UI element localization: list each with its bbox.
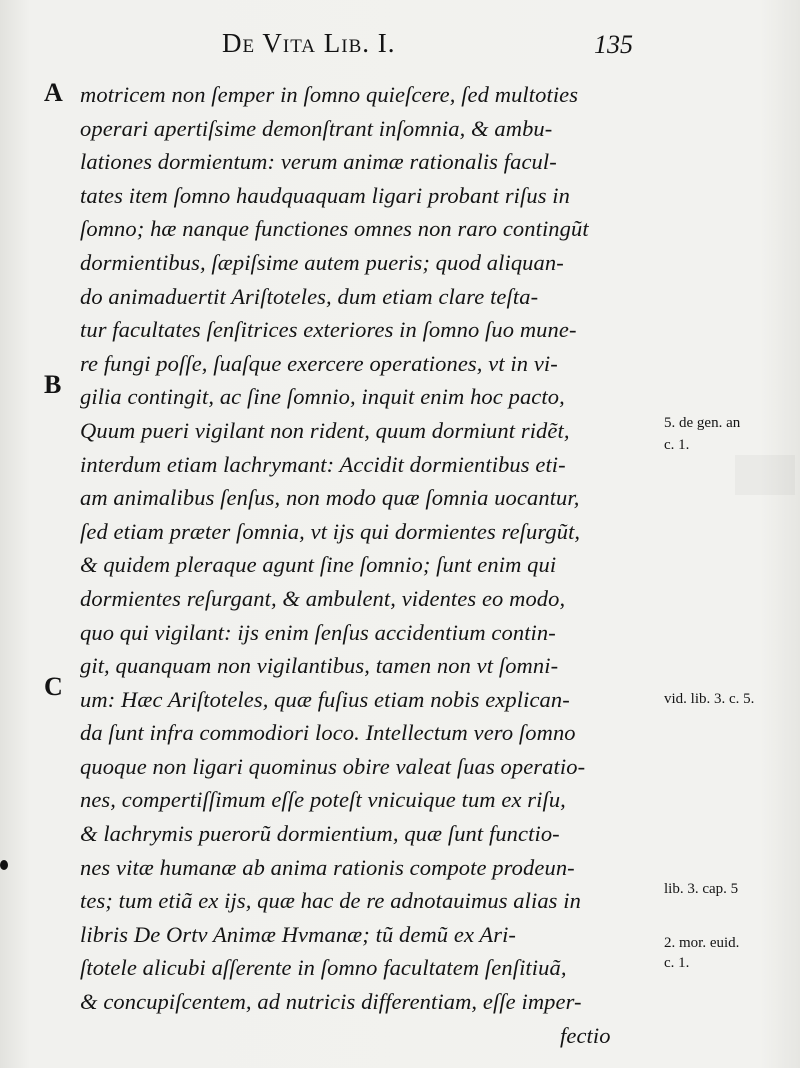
text-line: tur facultates ſenſitrices exteriores in ſomno ſuo mune- — [80, 317, 577, 343]
margin-note: 2. mor. euid. — [664, 935, 740, 951]
section-marker-c: C — [44, 672, 63, 701]
text-line: quoque non ligari quominus obire valeat ſuas operatio- — [80, 753, 586, 779]
running-head: De Vita Lib. I. — [222, 28, 396, 58]
text-line: am animalibus ſenſus, non modo quæ ſomnia uocantur, — [80, 485, 580, 511]
text-line: & quidem pleraque agunt ſine ſomnio; ſunt enim qui — [80, 552, 557, 578]
text-line: re fungi poſſe, ſuaſque exercere operationes, vt in vi- — [80, 350, 558, 376]
page-header — [0, 28, 800, 62]
text-line: tes; tum etiã ex ijs, quæ hac de re adnotauimus alias in — [80, 888, 581, 914]
ink-spot — [0, 860, 8, 870]
text-line: git, quanquam non vigilantibus, tamen non vt ſomni- — [80, 653, 559, 679]
text-line: dormientes reſurgant, & ambulent, videntes eo modo, — [80, 585, 566, 611]
text-line: do animaduertit Ariſtoteles, dum etiam clare teſta- — [80, 283, 539, 309]
text-line: ſed etiam præter ſomnia, vt ijs qui dormientes reſurgũt, — [80, 518, 581, 544]
section-marker-b: B — [44, 370, 62, 399]
text-line: libris De Ortv Animæ Hvmanæ; tũ demũ ex Ari- — [80, 921, 517, 947]
body-text — [80, 78, 660, 1052]
text-line: ſomno; hæ nanque functiones omnes non raro contingũt — [80, 216, 589, 242]
text-line: da ſunt infra commodiori loco. Intellectum vero ſomno — [80, 720, 576, 746]
margin-note: c. 1. — [664, 955, 690, 971]
catchword: fectio — [560, 1022, 611, 1048]
text-line: tates item ſomno haudquaquam ligari probant riſus in — [80, 182, 571, 208]
text-line: interdum etiam lachrymant: Accidit dormientibus eti- — [80, 451, 566, 477]
margin-note: c. 1. — [664, 437, 690, 453]
text-line: nes vitæ humanæ ab anima rationis compote prodeun- — [80, 854, 575, 880]
text-line: ſtotele alicubi aſſerente in ſomno facultatem ſenſitiuã, — [80, 955, 567, 981]
margin-note: lib. 3. cap. 5 — [664, 881, 739, 897]
margin-note: 5. de gen. an — [664, 415, 741, 431]
page-number: 135 — [594, 30, 633, 59]
text-line: dormientibus, ſæpiſsime autem pueris; quod aliquan- — [80, 249, 564, 275]
text-line: um: Hæc Ariſtoteles, quæ fuſius etiam nobis explican- — [80, 686, 570, 712]
text-line: nes, compertiſſimum eſſe poteſt vnicuique tum ex riſu, — [80, 787, 566, 813]
text-line: motricem non ſemper in ſomno quieſcere, ſed multoties — [80, 82, 579, 107]
text-line: quo qui vigilant: ijs enim ſenſus accidentium contin- — [80, 619, 556, 645]
text-line: & lachrymis puerorũ dormientium, quæ ſunt functio- — [80, 821, 560, 847]
text-line: & concupiſcentem, ad nutricis differentiam, eſſe imper- — [80, 989, 582, 1015]
text-line: operari apertiſsime demonſtrant inſomnia, & ambu- — [80, 115, 553, 141]
text-line: Quum pueri vigilant non rident, quum dormiunt ridẽt, — [80, 417, 570, 443]
text-line: gilia contingit, ac ſine ſomnio, inquit enim hoc pacto, — [80, 384, 565, 410]
show-through-smudge — [735, 455, 795, 495]
text-line: lationes dormientum: verum animæ rationalis facul- — [80, 149, 557, 175]
margin-note: vid. lib. 3. c. 5. — [664, 691, 755, 707]
section-marker-a: A — [44, 78, 63, 107]
